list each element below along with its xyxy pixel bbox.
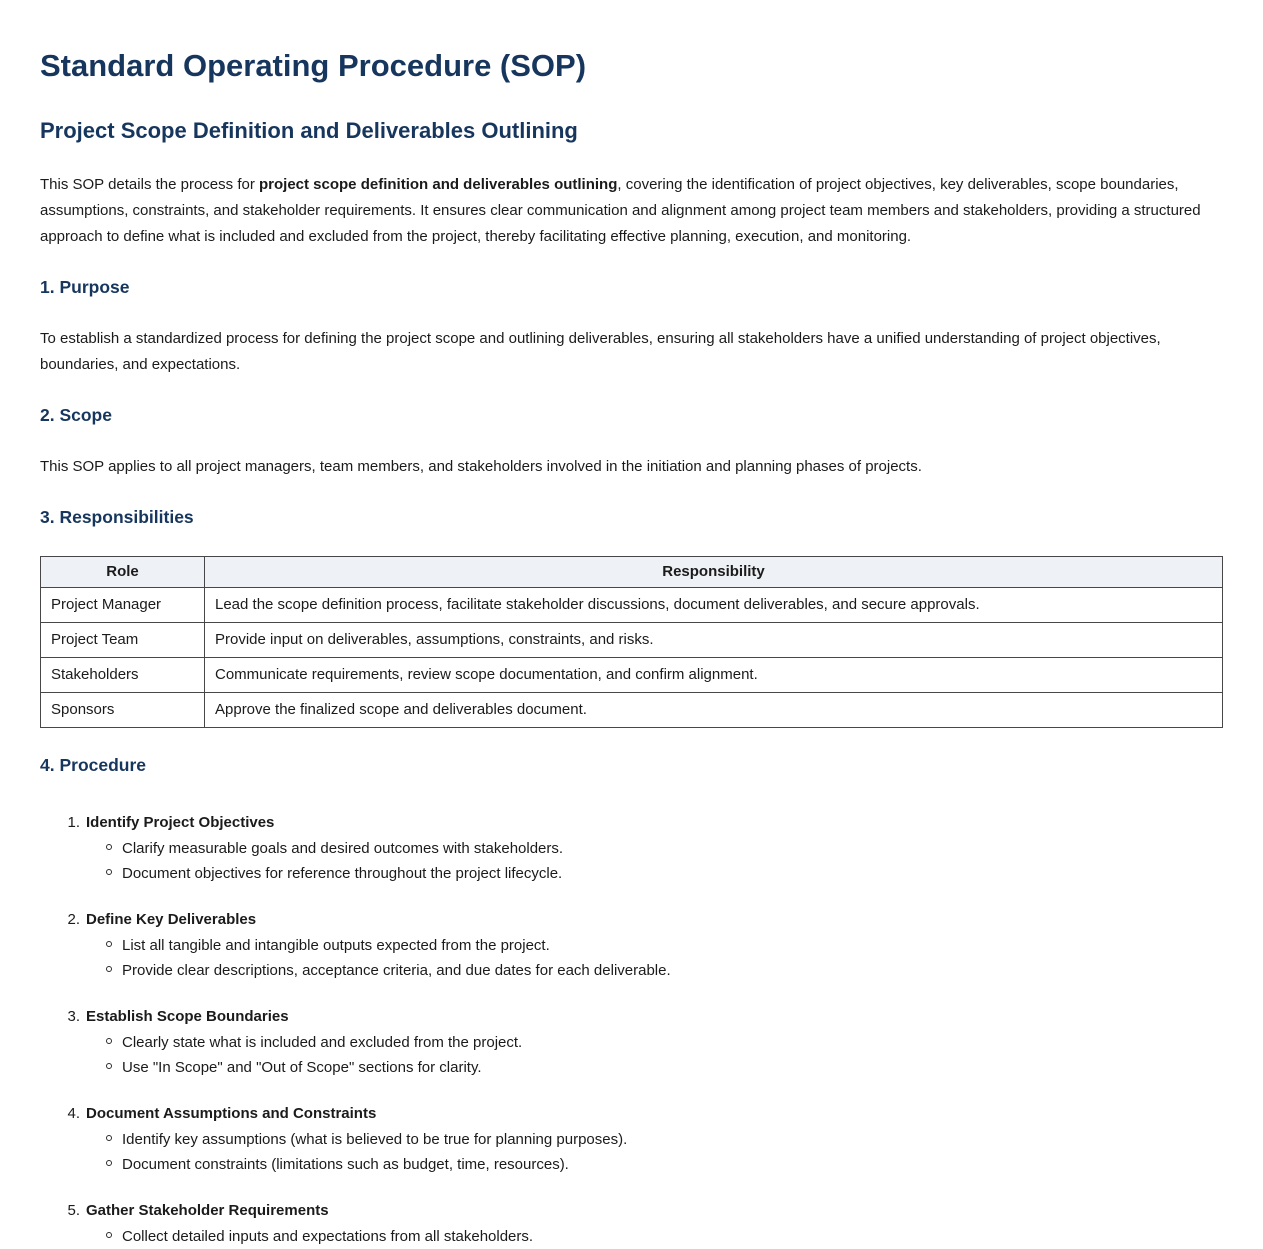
circle-bullet-icon	[106, 1135, 112, 1141]
step-title: Gather Stakeholder Requirements	[86, 1202, 329, 1219]
responsibility-cell: Lead the scope definition process, facilitate stakeholder discussions, document deliverables, and secure approvals.	[205, 588, 1223, 623]
bullet-text: Document objectives for reference throughout the project lifecycle.	[122, 865, 563, 882]
procedure-step	[64, 1101, 1223, 1177]
role-cell: Project Manager	[41, 588, 205, 623]
bullet-text: Collect detailed inputs and expectations from all stakeholders.	[122, 1228, 534, 1245]
circle-bullet-icon	[106, 844, 112, 850]
circle-bullet-icon	[106, 1232, 112, 1238]
procedure-step	[64, 1004, 1223, 1080]
bullet-text: Use "In Scope" and "Out of Scope" sections for clarity.	[122, 1059, 482, 1076]
step-title: Document Assumptions and Constraints	[86, 1105, 377, 1122]
procedure-step	[64, 907, 1223, 983]
step-bullet	[106, 1152, 1223, 1177]
table-row	[41, 588, 1223, 623]
intro-text-after: , covering the identification of project objectives, key deliverables, scope boundaries, assumptions, constraints, and stakeholder requirements. It ensures clear communication and alignment among project team members and stakeholders, providing a structured approach to define what is included and excluded from the project, thereby facilitating effective planning, execution, and monitoring.	[40, 176, 1201, 245]
intro-text-bold: project scope definition and deliverables outlining	[259, 176, 618, 193]
circle-bullet-icon	[106, 869, 112, 875]
column-header-role: Role	[41, 557, 205, 588]
table-row	[41, 658, 1223, 693]
responsibility-cell: Communicate requirements, review scope documentation, and confirm alignment.	[205, 658, 1223, 693]
page-subtitle: Project Scope Definition and Deliverables Outlining	[40, 118, 578, 143]
bullet-text: Clarify measurable goals and desired outcomes with stakeholders.	[122, 840, 564, 857]
page-title: Standard Operating Procedure (SOP)	[40, 48, 587, 83]
responsibilities-table	[40, 556, 1223, 728]
step-number: 3.	[67, 1008, 80, 1025]
column-header-responsibility: Responsibility	[205, 557, 1223, 588]
section-heading-responsibilities: 3. Responsibilities	[40, 507, 194, 527]
step-bullet	[106, 1224, 1223, 1249]
section-heading-procedure: 4. Procedure	[40, 755, 147, 775]
step-title: Define Key Deliverables	[86, 911, 257, 928]
role-cell: Stakeholders	[41, 658, 205, 693]
circle-bullet-icon	[106, 1038, 112, 1044]
table-row	[41, 693, 1223, 728]
scope-paragraph: This SOP applies to all project managers, team members, and stakeholders involved in the initiation and planning phases of projects.	[40, 458, 922, 475]
responsibility-cell: Approve the finalized scope and deliverables document.	[205, 693, 1223, 728]
table-row	[41, 623, 1223, 658]
step-bullet	[106, 1127, 1223, 1152]
section-heading-purpose: 1. Purpose	[40, 277, 130, 297]
bullet-text: Document constraints (limitations such as budget, time, resources).	[122, 1156, 569, 1173]
step-number: 1.	[67, 814, 80, 831]
circle-bullet-icon	[106, 941, 112, 947]
step-title: Establish Scope Boundaries	[86, 1008, 289, 1025]
procedure-step	[64, 810, 1223, 886]
intro-text-before: This SOP details the process for	[40, 176, 259, 193]
step-bullet	[106, 1030, 1223, 1055]
step-number: 2.	[67, 911, 80, 928]
intro-paragraph	[40, 172, 1223, 250]
step-bullet	[106, 861, 1223, 886]
bullet-text: Clearly state what is included and excluded from the project.	[122, 1034, 523, 1051]
circle-bullet-icon	[106, 1160, 112, 1166]
bullet-text: List all tangible and intangible outputs expected from the project.	[122, 937, 550, 954]
bullet-text: Provide clear descriptions, acceptance criteria, and due dates for each deliverable.	[122, 962, 671, 979]
responsibility-cell: Provide input on deliverables, assumptions, constraints, and risks.	[205, 623, 1223, 658]
procedure-steps-list	[40, 810, 1223, 1249]
step-number: 4.	[67, 1105, 80, 1122]
step-number: 5.	[67, 1202, 80, 1219]
step-bullet	[106, 933, 1223, 958]
circle-bullet-icon	[106, 1063, 112, 1069]
table-header-row	[41, 557, 1223, 588]
role-cell: Project Team	[41, 623, 205, 658]
purpose-paragraph: To establish a standardized process for defining the project scope and outlining deliverables, ensuring all stakeholders have a unified understanding of project objectives, boundaries, and expectations.	[40, 330, 1161, 373]
step-title: Identify Project Objectives	[86, 814, 275, 831]
step-bullet	[106, 1055, 1223, 1080]
section-heading-scope: 2. Scope	[40, 405, 112, 425]
role-cell: Sponsors	[41, 693, 205, 728]
step-bullet	[106, 958, 1223, 983]
circle-bullet-icon	[106, 966, 112, 972]
bullet-text: Identify key assumptions (what is believed to be true for planning purposes).	[122, 1131, 628, 1148]
procedure-step	[64, 1198, 1223, 1249]
step-bullet	[106, 836, 1223, 861]
